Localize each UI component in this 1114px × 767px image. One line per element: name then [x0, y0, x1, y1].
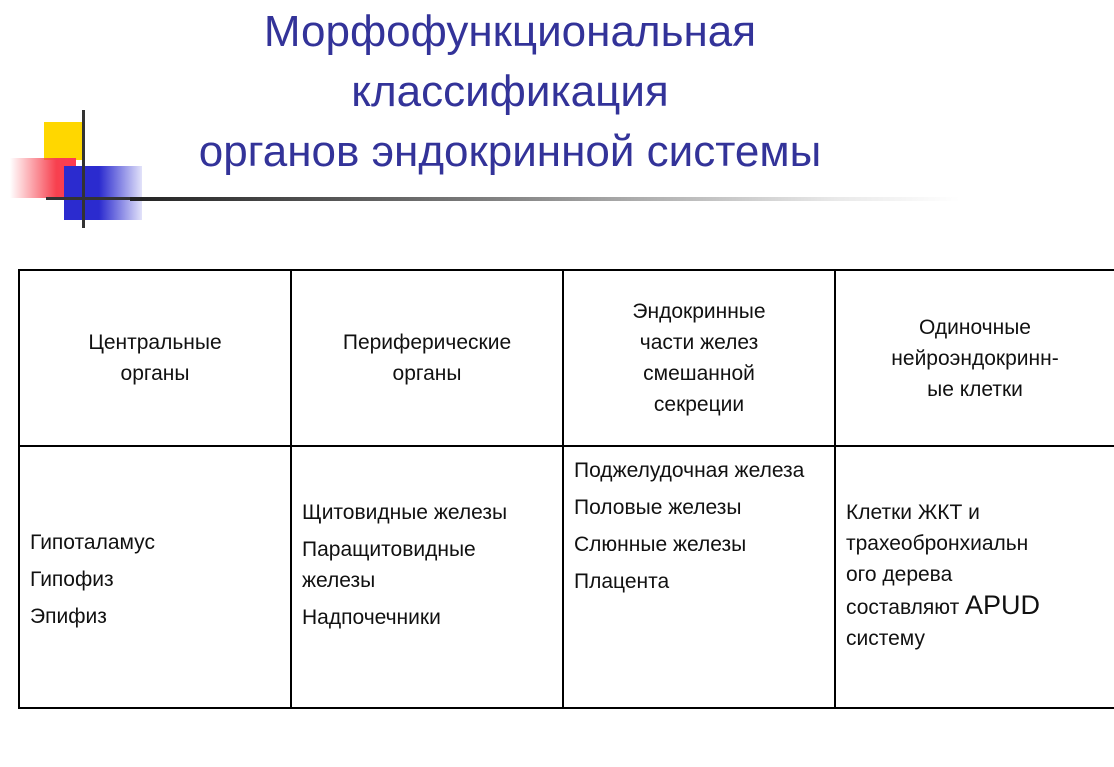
vertical-line [82, 110, 85, 228]
title-line-2: классификация [351, 67, 669, 116]
list-item: Щитовидные железы [302, 501, 508, 524]
yellow-square [44, 122, 82, 160]
list-item: Гипоталамус [30, 531, 155, 554]
decorative-squares [0, 100, 160, 230]
table-header-row [19, 270, 1114, 446]
cell-peripheral [291, 446, 563, 708]
title-line-3: органов эндокринной системы [198, 127, 822, 176]
list-item: Эпифиз [30, 605, 107, 628]
apud-term: APUD [965, 590, 1041, 620]
list-item: Половые железы [574, 496, 742, 519]
header-mixed: Эндокринные части желез смешанной секреции [563, 270, 835, 446]
blue-gradient-square [64, 166, 142, 220]
title-line-1: Морфофункциональная [263, 7, 757, 56]
slide-title [150, 2, 870, 182]
cell-mixed [563, 446, 835, 708]
cell-central [19, 446, 291, 708]
classification-table [18, 269, 1114, 709]
list-item: Поджелудочная железа [574, 459, 805, 482]
list-item: Гипофиз [30, 568, 114, 591]
table-body-row [19, 446, 1114, 708]
title-underline [130, 197, 960, 201]
list-item: Плацента [574, 570, 670, 593]
list-item: Слюнные железы [574, 533, 747, 556]
header-peripheral: Периферические органы [291, 270, 563, 446]
header-single-cells: Одиночные нейроэндокринн- ые клетки [835, 270, 1114, 446]
cell-single-cells: Клетки ЖКТ и трахеобронхиальн ого дерева составляют APUD систему [835, 446, 1114, 708]
list-item: Надпочечники [302, 606, 441, 629]
header-central: Центральные органы [19, 270, 291, 446]
list-item: Паращитовидные железы [302, 538, 476, 592]
